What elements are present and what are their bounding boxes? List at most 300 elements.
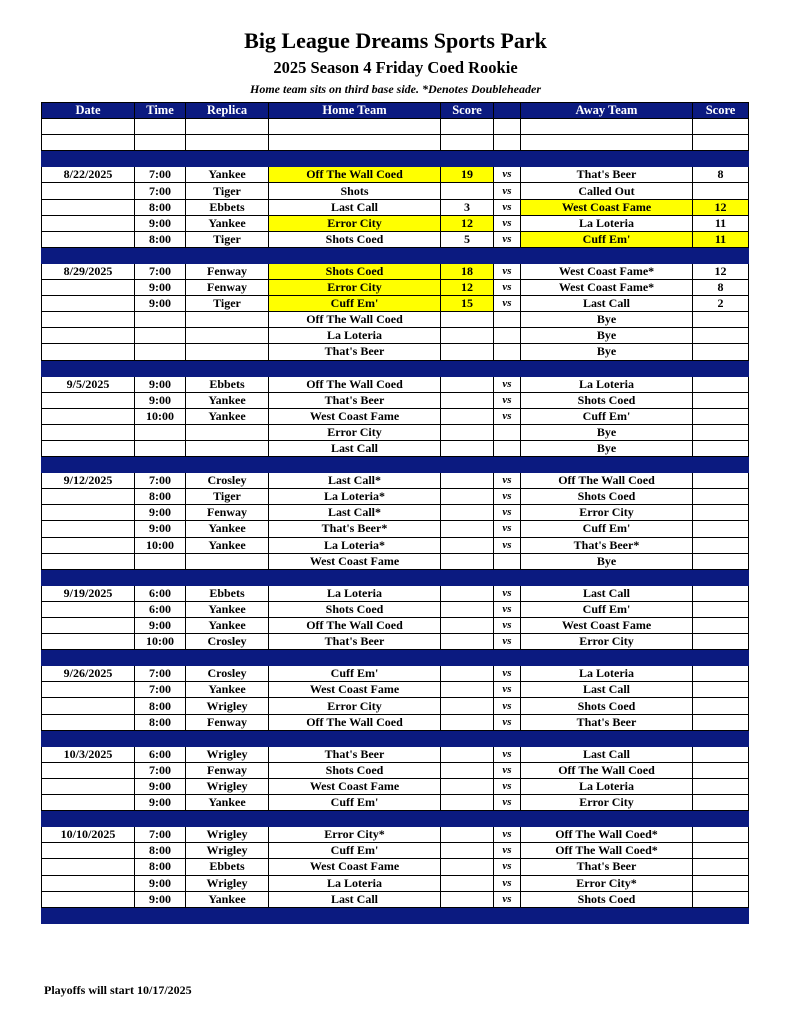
week-separator-row xyxy=(42,730,749,746)
away-score: 8 xyxy=(693,167,749,183)
col-header-vs xyxy=(494,103,521,119)
home-score xyxy=(441,891,494,907)
col-header-home-team: Home Team xyxy=(269,103,441,119)
home-team: Error City* xyxy=(269,827,441,843)
home-score: 3 xyxy=(441,199,494,215)
away-score xyxy=(693,891,749,907)
week-separator-row xyxy=(42,151,749,167)
blank-row xyxy=(42,135,749,151)
away-team: Off The Wall Coed* xyxy=(521,843,693,859)
game-replica: Wrigley xyxy=(186,875,269,891)
game-replica: Ebbets xyxy=(186,376,269,392)
game-row xyxy=(42,215,749,231)
home-team: La Loteria xyxy=(269,875,441,891)
vs-label: vs xyxy=(494,521,521,537)
away-score xyxy=(693,762,749,778)
game-time: 7:00 xyxy=(135,827,186,843)
home-team: Error City xyxy=(269,698,441,714)
game-date xyxy=(42,392,135,408)
game-replica: Ebbets xyxy=(186,199,269,215)
game-replica: Fenway xyxy=(186,505,269,521)
game-time: 10:00 xyxy=(135,537,186,553)
game-row xyxy=(42,392,749,408)
away-team: La Loteria xyxy=(521,778,693,794)
home-score xyxy=(441,875,494,891)
vs-label: vs xyxy=(494,714,521,730)
home-score xyxy=(441,714,494,730)
week-separator-row xyxy=(42,569,749,585)
game-replica: Yankee xyxy=(186,167,269,183)
home-score xyxy=(441,746,494,762)
header-row xyxy=(42,103,749,119)
vs-label: vs xyxy=(494,859,521,875)
vs-label: vs xyxy=(494,376,521,392)
game-row xyxy=(42,231,749,247)
game-date xyxy=(42,891,135,907)
playoffs-note: Playoffs will start 10/17/2025 xyxy=(44,983,192,997)
game-time xyxy=(135,344,186,360)
home-team: That's Beer* xyxy=(269,521,441,537)
away-team: Last Call xyxy=(521,682,693,698)
vs-label: vs xyxy=(494,199,521,215)
page-title: Big League Dreams Sports Park xyxy=(244,28,547,53)
away-team: That's Beer xyxy=(521,167,693,183)
away-score xyxy=(693,634,749,650)
home-score xyxy=(441,698,494,714)
home-score xyxy=(441,795,494,811)
away-score xyxy=(693,424,749,440)
game-date xyxy=(42,280,135,296)
away-score xyxy=(693,682,749,698)
away-score xyxy=(693,473,749,489)
away-score xyxy=(693,585,749,601)
home-score xyxy=(441,440,494,456)
home-team: Last Call xyxy=(269,440,441,456)
game-replica: Tiger xyxy=(186,296,269,312)
away-team: Cuff Em' xyxy=(521,408,693,424)
home-team: Off The Wall Coed xyxy=(269,714,441,730)
home-team: La Loteria* xyxy=(269,489,441,505)
away-score xyxy=(693,392,749,408)
away-team: Bye xyxy=(521,328,693,344)
home-team: West Coast Fame xyxy=(269,408,441,424)
home-team: Off The Wall Coed xyxy=(269,618,441,634)
game-replica xyxy=(186,312,269,328)
home-team: Cuff Em' xyxy=(269,843,441,859)
vs-label: vs xyxy=(494,392,521,408)
vs-label xyxy=(494,344,521,360)
vs-label: vs xyxy=(494,778,521,794)
game-time: 9:00 xyxy=(135,296,186,312)
away-score xyxy=(693,312,749,328)
page-subtitle: 2025 Season 4 Friday Coed Rookie xyxy=(273,58,518,77)
vs-label: vs xyxy=(494,489,521,505)
game-row xyxy=(42,746,749,762)
game-date xyxy=(42,778,135,794)
home-team: Last Call* xyxy=(269,505,441,521)
vs-label: vs xyxy=(494,875,521,891)
game-time: 9:00 xyxy=(135,875,186,891)
away-score xyxy=(693,746,749,762)
away-team: Shots Coed xyxy=(521,698,693,714)
game-replica: Tiger xyxy=(186,183,269,199)
game-row xyxy=(42,280,749,296)
game-date: 9/19/2025 xyxy=(42,585,135,601)
away-team: Called Out xyxy=(521,183,693,199)
away-score xyxy=(693,440,749,456)
game-date: 10/3/2025 xyxy=(42,746,135,762)
game-date xyxy=(42,795,135,811)
game-replica: Ebbets xyxy=(186,585,269,601)
away-team: Last Call xyxy=(521,746,693,762)
home-team: Error City xyxy=(269,424,441,440)
home-team: Shots Coed xyxy=(269,601,441,617)
col-header-time: Time xyxy=(135,103,186,119)
game-replica: Yankee xyxy=(186,537,269,553)
home-score xyxy=(441,601,494,617)
vs-label: vs xyxy=(494,215,521,231)
away-team: Cuff Em' xyxy=(521,601,693,617)
game-time: 7:00 xyxy=(135,167,186,183)
game-replica: Fenway xyxy=(186,263,269,279)
home-team: La Loteria* xyxy=(269,537,441,553)
week-separator-row xyxy=(42,247,749,263)
game-time xyxy=(135,312,186,328)
game-row xyxy=(42,714,749,730)
game-time xyxy=(135,328,186,344)
home-score: 15 xyxy=(441,296,494,312)
vs-label: vs xyxy=(494,795,521,811)
vs-label: vs xyxy=(494,408,521,424)
game-replica: Ebbets xyxy=(186,859,269,875)
away-score: 11 xyxy=(693,231,749,247)
game-date xyxy=(42,601,135,617)
vs-label: vs xyxy=(494,263,521,279)
game-time: 9:00 xyxy=(135,215,186,231)
schedule-body xyxy=(42,119,749,924)
away-score: 8 xyxy=(693,280,749,296)
game-replica: Yankee xyxy=(186,215,269,231)
game-replica: Wrigley xyxy=(186,827,269,843)
game-date: 9/26/2025 xyxy=(42,666,135,682)
away-score: 11 xyxy=(693,215,749,231)
away-score xyxy=(693,505,749,521)
away-team: West Coast Fame* xyxy=(521,263,693,279)
vs-label: vs xyxy=(494,618,521,634)
game-row xyxy=(42,795,749,811)
away-score xyxy=(693,408,749,424)
away-team: Off The Wall Coed xyxy=(521,473,693,489)
game-time xyxy=(135,553,186,569)
away-team: Error City* xyxy=(521,875,693,891)
game-row xyxy=(42,618,749,634)
away-score xyxy=(693,618,749,634)
game-time: 7:00 xyxy=(135,682,186,698)
game-time xyxy=(135,424,186,440)
col-header-date: Date xyxy=(42,103,135,119)
week-separator-row xyxy=(42,650,749,666)
home-score xyxy=(441,505,494,521)
away-team: West Coast Fame xyxy=(521,618,693,634)
game-time: 9:00 xyxy=(135,778,186,794)
away-team: Cuff Em' xyxy=(521,231,693,247)
game-row xyxy=(42,473,749,489)
game-row xyxy=(42,553,749,569)
away-team: Bye xyxy=(521,344,693,360)
vs-label: vs xyxy=(494,231,521,247)
game-time: 9:00 xyxy=(135,392,186,408)
game-row xyxy=(42,537,749,553)
home-team: Error City xyxy=(269,280,441,296)
home-score xyxy=(441,344,494,360)
game-row xyxy=(42,489,749,505)
home-score: 19 xyxy=(441,167,494,183)
game-date xyxy=(42,183,135,199)
game-replica: Yankee xyxy=(186,618,269,634)
home-score xyxy=(441,585,494,601)
vs-label xyxy=(494,440,521,456)
vs-label: vs xyxy=(494,891,521,907)
game-date xyxy=(42,344,135,360)
home-team: Shots Coed xyxy=(269,263,441,279)
away-team: Cuff Em' xyxy=(521,521,693,537)
game-time: 7:00 xyxy=(135,666,186,682)
vs-label: vs xyxy=(494,827,521,843)
game-date xyxy=(42,312,135,328)
home-team: Shots Coed xyxy=(269,762,441,778)
col-header-away-team: Away Team xyxy=(521,103,693,119)
game-row xyxy=(42,601,749,617)
game-date xyxy=(42,875,135,891)
game-time: 9:00 xyxy=(135,521,186,537)
game-row xyxy=(42,634,749,650)
home-team: Off The Wall Coed xyxy=(269,376,441,392)
home-score xyxy=(441,634,494,650)
away-team: Shots Coed xyxy=(521,891,693,907)
game-replica xyxy=(186,328,269,344)
home-score xyxy=(441,827,494,843)
vs-label xyxy=(494,328,521,344)
game-row xyxy=(42,875,749,891)
away-team: Bye xyxy=(521,312,693,328)
col-header-away-score: Score xyxy=(693,103,749,119)
game-time: 8:00 xyxy=(135,698,186,714)
game-date xyxy=(42,698,135,714)
game-time: 8:00 xyxy=(135,843,186,859)
away-team: Shots Coed xyxy=(521,392,693,408)
game-time: 10:00 xyxy=(135,408,186,424)
game-date xyxy=(42,682,135,698)
game-row xyxy=(42,666,749,682)
week-separator-row xyxy=(42,360,749,376)
game-time: 8:00 xyxy=(135,231,186,247)
home-team: That's Beer xyxy=(269,746,441,762)
away-score xyxy=(693,666,749,682)
home-score xyxy=(441,376,494,392)
game-date xyxy=(42,424,135,440)
game-time: 9:00 xyxy=(135,795,186,811)
game-time: 10:00 xyxy=(135,634,186,650)
home-team: That's Beer xyxy=(269,344,441,360)
game-time: 6:00 xyxy=(135,585,186,601)
game-row xyxy=(42,296,749,312)
game-replica xyxy=(186,344,269,360)
away-score xyxy=(693,827,749,843)
game-time: 8:00 xyxy=(135,199,186,215)
vs-label: vs xyxy=(494,537,521,553)
game-date xyxy=(42,408,135,424)
game-time: 8:00 xyxy=(135,859,186,875)
game-time: 7:00 xyxy=(135,183,186,199)
home-score: 18 xyxy=(441,263,494,279)
game-row xyxy=(42,344,749,360)
game-replica: Yankee xyxy=(186,682,269,698)
game-row xyxy=(42,312,749,328)
game-date: 8/29/2025 xyxy=(42,263,135,279)
home-score xyxy=(441,183,494,199)
home-team: Last Call* xyxy=(269,473,441,489)
away-score xyxy=(693,183,749,199)
game-replica: Wrigley xyxy=(186,746,269,762)
home-score xyxy=(441,408,494,424)
week-separator-row xyxy=(42,457,749,473)
game-row xyxy=(42,778,749,794)
game-date: 10/10/2025 xyxy=(42,827,135,843)
page-note: Home team sits on third base side. *Denotes Doubleheader xyxy=(250,82,541,96)
home-team: Off The Wall Coed xyxy=(269,312,441,328)
game-time: 8:00 xyxy=(135,714,186,730)
game-date: 8/22/2025 xyxy=(42,167,135,183)
vs-label: vs xyxy=(494,280,521,296)
game-date: 9/5/2025 xyxy=(42,376,135,392)
game-time: 8:00 xyxy=(135,489,186,505)
game-row xyxy=(42,698,749,714)
game-row xyxy=(42,424,749,440)
home-score xyxy=(441,328,494,344)
home-team: La Loteria xyxy=(269,585,441,601)
game-row xyxy=(42,585,749,601)
vs-label: vs xyxy=(494,634,521,650)
away-score xyxy=(693,328,749,344)
game-row xyxy=(42,843,749,859)
game-replica: Yankee xyxy=(186,408,269,424)
game-row xyxy=(42,408,749,424)
week-separator-row xyxy=(42,907,749,923)
home-score xyxy=(441,618,494,634)
away-team: West Coast Fame* xyxy=(521,280,693,296)
vs-label: vs xyxy=(494,601,521,617)
away-score xyxy=(693,344,749,360)
game-replica: Yankee xyxy=(186,795,269,811)
home-team: That's Beer xyxy=(269,392,441,408)
game-row xyxy=(42,183,749,199)
home-team: Cuff Em' xyxy=(269,666,441,682)
home-score xyxy=(441,473,494,489)
away-score xyxy=(693,601,749,617)
game-date xyxy=(42,762,135,778)
home-team: Shots xyxy=(269,183,441,199)
away-team: Shots Coed xyxy=(521,489,693,505)
game-replica: Crosley xyxy=(186,473,269,489)
away-score: 12 xyxy=(693,263,749,279)
game-replica: Wrigley xyxy=(186,778,269,794)
away-score xyxy=(693,376,749,392)
away-team: Error City xyxy=(521,795,693,811)
away-team: Last Call xyxy=(521,296,693,312)
game-row xyxy=(42,505,749,521)
col-header-replica: Replica xyxy=(186,103,269,119)
away-team: That's Beer xyxy=(521,714,693,730)
game-replica: Yankee xyxy=(186,601,269,617)
game-time: 9:00 xyxy=(135,618,186,634)
away-score xyxy=(693,521,749,537)
away-team: Bye xyxy=(521,553,693,569)
home-score xyxy=(441,553,494,569)
game-replica: Yankee xyxy=(186,521,269,537)
home-score xyxy=(441,489,494,505)
away-score xyxy=(693,778,749,794)
game-replica xyxy=(186,424,269,440)
home-team: Cuff Em' xyxy=(269,795,441,811)
vs-label: vs xyxy=(494,843,521,859)
away-score xyxy=(693,537,749,553)
game-row xyxy=(42,762,749,778)
game-row xyxy=(42,521,749,537)
away-team: La Loteria xyxy=(521,376,693,392)
vs-label: vs xyxy=(494,167,521,183)
home-team: Error City xyxy=(269,215,441,231)
home-score xyxy=(441,843,494,859)
game-date xyxy=(42,505,135,521)
vs-label: vs xyxy=(494,473,521,489)
home-team: West Coast Fame xyxy=(269,859,441,875)
game-date: 9/12/2025 xyxy=(42,473,135,489)
game-date xyxy=(42,843,135,859)
vs-label: vs xyxy=(494,746,521,762)
away-team: Bye xyxy=(521,440,693,456)
game-replica: Fenway xyxy=(186,714,269,730)
home-team: Shots Coed xyxy=(269,231,441,247)
home-score xyxy=(441,521,494,537)
game-row xyxy=(42,167,749,183)
game-date xyxy=(42,521,135,537)
away-team: La Loteria xyxy=(521,666,693,682)
home-team: Off The Wall Coed xyxy=(269,167,441,183)
vs-label xyxy=(494,553,521,569)
game-replica: Tiger xyxy=(186,231,269,247)
game-date xyxy=(42,296,135,312)
game-time xyxy=(135,440,186,456)
game-time: 9:00 xyxy=(135,376,186,392)
game-date xyxy=(42,328,135,344)
home-score xyxy=(441,666,494,682)
home-team: Last Call xyxy=(269,199,441,215)
game-time: 9:00 xyxy=(135,505,186,521)
game-row xyxy=(42,263,749,279)
game-date xyxy=(42,440,135,456)
game-row xyxy=(42,199,749,215)
game-row xyxy=(42,859,749,875)
away-team: That's Beer xyxy=(521,859,693,875)
game-replica xyxy=(186,440,269,456)
game-row xyxy=(42,682,749,698)
home-score: 12 xyxy=(441,280,494,296)
away-score xyxy=(693,714,749,730)
away-team: La Loteria xyxy=(521,215,693,231)
game-replica: Wrigley xyxy=(186,843,269,859)
blank-row xyxy=(42,119,749,135)
home-team: Cuff Em' xyxy=(269,296,441,312)
